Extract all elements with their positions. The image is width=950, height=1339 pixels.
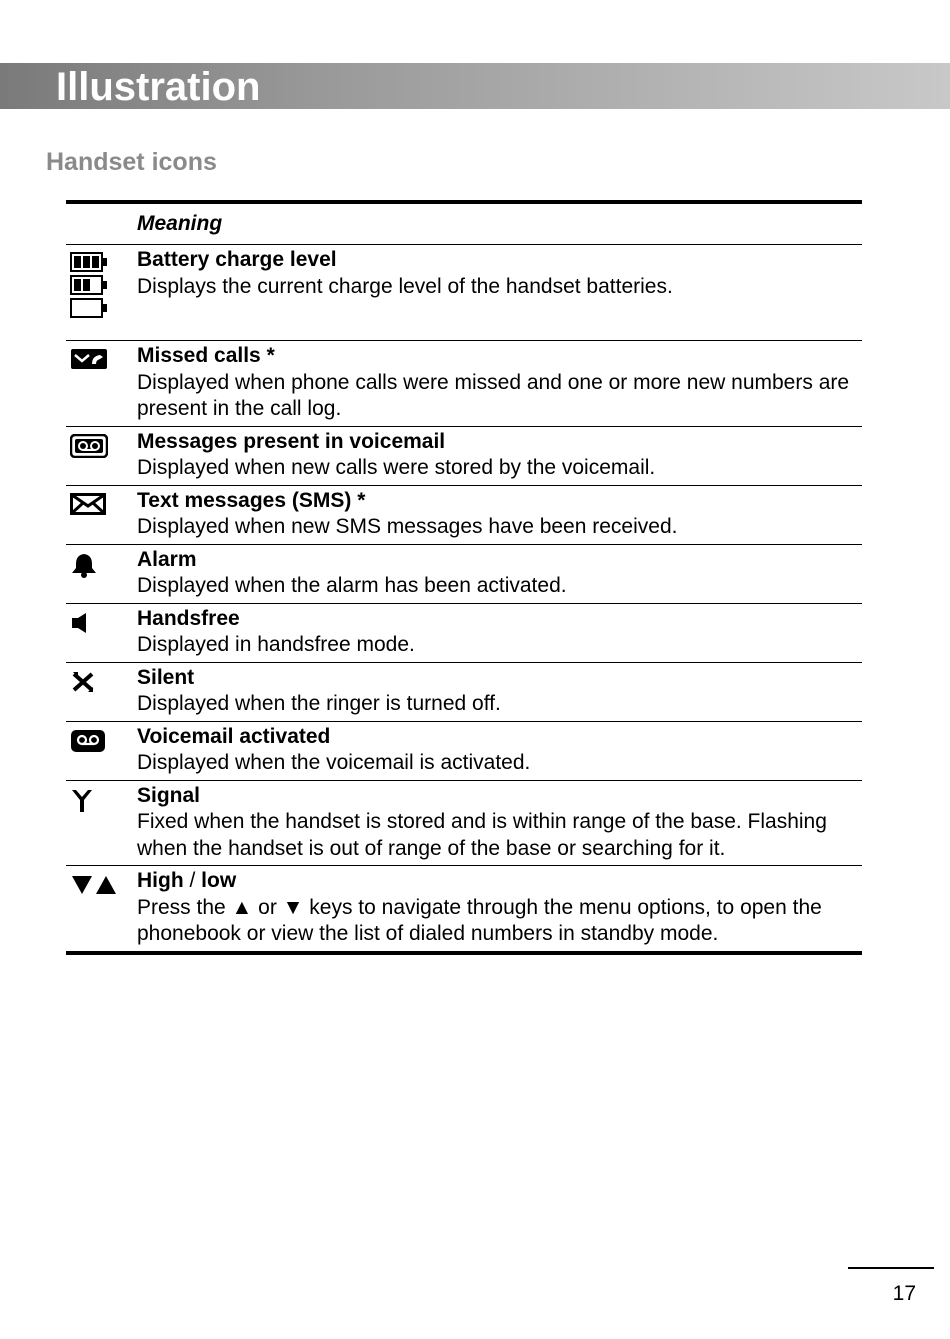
title-high: High: [137, 869, 184, 892]
row-description: Displayed when new calls were stored by the voicemail.: [137, 456, 656, 479]
section-title: Handset icons: [46, 148, 217, 176]
title-separator: /: [183, 869, 202, 892]
row-title: Text messages (SMS) *: [137, 488, 366, 512]
antenna-signal-icon: [70, 788, 94, 814]
row-description: Displayed when the alarm has been activated.: [137, 574, 567, 597]
row-description: Displayed when the ringer is turned off.: [137, 692, 501, 715]
row-description: Displayed when phone calls were missed and one or more new numbers are present in the call log.: [137, 370, 850, 420]
voicemail-messages-icon: [70, 434, 108, 458]
arrows-up-down-icon: [70, 873, 118, 897]
row-title: Alarm: [137, 547, 197, 571]
table-row: [66, 603, 862, 662]
row-title: Missed calls *: [137, 344, 275, 367]
row-description: Displayed in handsfree mode.: [137, 633, 415, 656]
meaning-column-header: Meaning: [137, 202, 862, 245]
battery-empty-icon: [70, 298, 108, 318]
chapter-title: Illustration: [56, 65, 261, 109]
footer-rule: [848, 1267, 934, 1269]
speaker-icon: [70, 611, 92, 635]
handset-icons-table: [66, 200, 862, 955]
table-row: [66, 544, 862, 603]
row-description: Fixed when the handset is stored and is within range of the base. Flashing when the handset is out of range of the base or searching for it.: [137, 810, 827, 860]
table-row: [66, 662, 862, 721]
voicemail-activated-icon: [70, 729, 106, 753]
battery-half-icon: [70, 275, 108, 295]
row-title: Signal: [137, 783, 201, 807]
row-title: Battery charge level: [137, 248, 337, 271]
table-row: [66, 341, 862, 427]
row-title: Messages present in voicemail: [137, 429, 446, 453]
page-number: 17: [892, 1282, 916, 1305]
table-row: [66, 866, 862, 953]
row-title: Handsfree: [137, 606, 240, 630]
row-description: Displayed when new SMS messages have been received.: [137, 515, 678, 538]
row-title: [137, 868, 862, 895]
silent-icon: [70, 670, 96, 694]
chapter-banner: [0, 63, 950, 109]
table-row: [66, 245, 862, 341]
table-row: [66, 485, 862, 544]
envelope-icon: [70, 493, 106, 515]
row-description: Displays the current charge level of the handset batteries.: [137, 274, 673, 298]
table-row: [66, 426, 862, 485]
bell-icon: [70, 552, 98, 578]
row-title: Voicemail activated: [137, 724, 331, 748]
battery-full-icon: [70, 252, 108, 272]
table-header-row: [66, 202, 862, 245]
title-low: low: [201, 869, 237, 892]
missed-calls-icon: [70, 348, 108, 370]
battery-charge-level-icon: [66, 252, 137, 318]
icon-column-header: [66, 202, 137, 245]
table-row: [66, 780, 862, 866]
table-row: [66, 721, 862, 780]
row-description: Press the ▲ or ▼ keys to navigate through the menu options, to open the phonebook or view the list of dialed numbers in standby mode.: [137, 895, 822, 945]
row-title: Silent: [137, 665, 195, 689]
row-description: Displayed when the voicemail is activated.: [137, 751, 531, 774]
